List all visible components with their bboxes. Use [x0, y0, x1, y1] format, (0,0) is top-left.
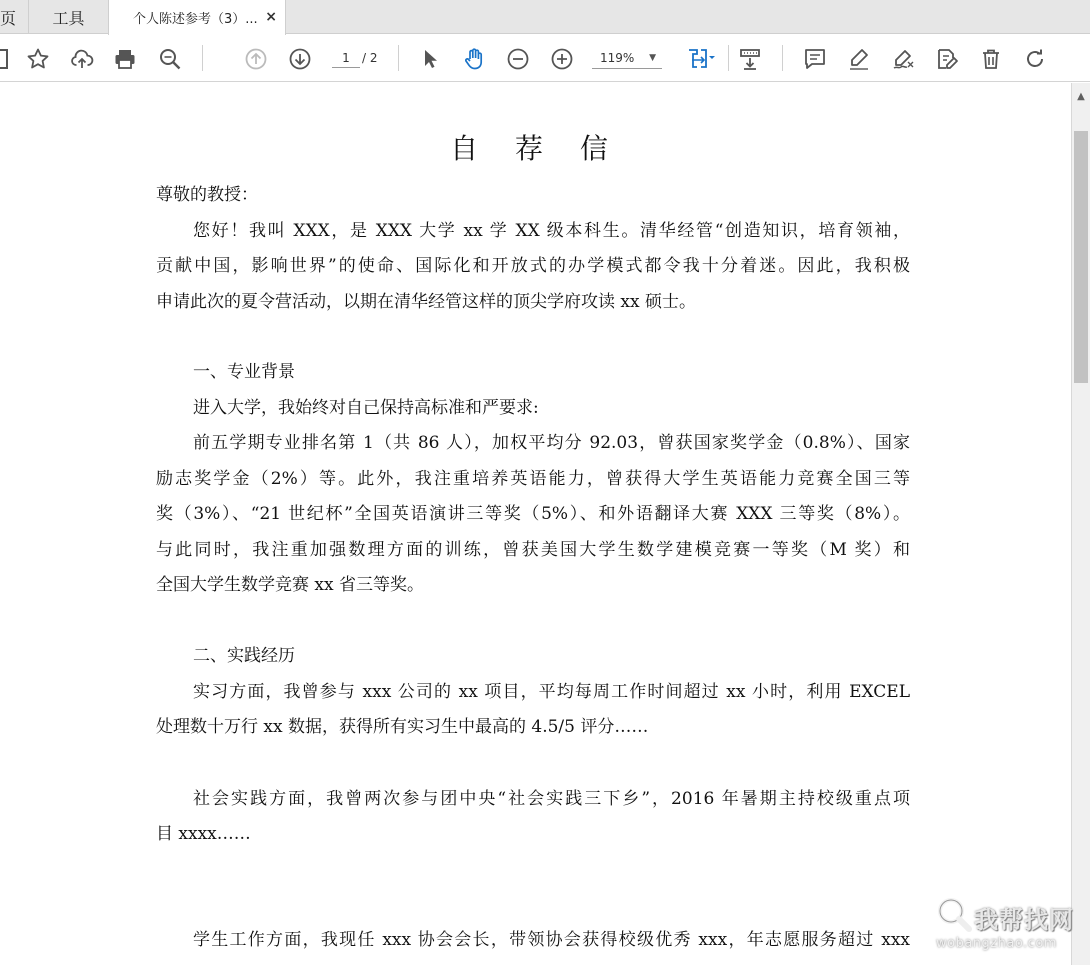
watermark [930, 888, 1090, 958]
toolbar-separator [202, 45, 203, 71]
hand-icon[interactable] [460, 45, 488, 73]
doc-line: 您好！我叫 XXX，是 XXX 大学 xx 学 XX 级本科生。清华经管“创造知识，培育领袖， [193, 221, 910, 241]
doc-line: 实习方面，我曾参与 xxx 公司的 xx 项目，平均每周工作时间超过 xx 小时，利用 EXCEL [193, 682, 910, 702]
select-cursor-icon[interactable] [416, 45, 444, 73]
page-total: / 2 [362, 51, 378, 65]
tab-document[interactable] [108, 0, 286, 35]
highlight-icon[interactable] [845, 45, 873, 73]
doc-section-heading: 二、实践经历 [193, 646, 295, 666]
doc-line: 全国大学生数学竞赛 xx 省三等奖。 [156, 575, 424, 595]
vertical-scrollbar[interactable] [1072, 83, 1090, 965]
toolbar-separator [728, 45, 729, 71]
magnifier-logo-icon [934, 894, 974, 934]
tab-tools-label: 工具 [52, 8, 85, 28]
delete-icon[interactable] [977, 45, 1005, 73]
doc-line: 社会实践方面，我曾两次参与团中央“社会实践三下乡”，2016 年暑期主持校级重点项 [193, 789, 910, 809]
comment-icon[interactable] [801, 45, 829, 73]
tab-bar [0, 0, 1090, 34]
keyboard-stamp-icon[interactable] [736, 45, 764, 73]
rotate-icon[interactable] [1021, 45, 1049, 73]
star-icon[interactable] [24, 45, 52, 73]
doc-line: 学生工作方面，我现任 xxx 协会会长，带领协会获得校级优秀 xxx，年志愿服务超过 xxx [193, 930, 910, 950]
doc-line: 前五学期专业排名第 1（共 86 人），加权平均分 92.03，曾获国家奖学金（0.8%）、国家 [193, 433, 910, 453]
doc-line-salutation: 尊敬的教授： [156, 185, 258, 205]
page-number-input[interactable]: 1 [332, 48, 360, 68]
doc-line: 与此同时，我注重加强数理方面的训练，曾获美国大学生数学建模竞赛一等奖（M 奖）和 [156, 540, 910, 560]
zoom-select[interactable] [592, 47, 662, 69]
doc-line: 贡献中国，影响世界”的使命、国际化和开放式的办学模式都令我十分着迷。因此，我积极 [156, 256, 910, 276]
watermark-url: wobangzhao.com [936, 936, 1057, 951]
sign-icon[interactable] [889, 45, 917, 73]
zoom-value: 119% [600, 51, 635, 65]
zoom-in-icon[interactable] [548, 45, 576, 73]
edit-icon[interactable] [933, 45, 961, 73]
doc-line: 目 xxxx…… [156, 824, 251, 844]
toolbar [0, 35, 1090, 82]
document-view[interactable] [0, 83, 1072, 965]
close-tab-icon[interactable]: × [265, 9, 277, 25]
scroll-thumb[interactable] [1074, 131, 1088, 383]
doc-section-heading: 一、专业背景 [193, 362, 295, 382]
watermark-brand: 我帮找网 [974, 906, 1074, 934]
fit-page-icon[interactable] [684, 45, 718, 73]
zoom-out-icon[interactable] [504, 45, 532, 73]
save-icon[interactable] [0, 45, 12, 73]
doc-line: 奖（3%）、“21 世纪杯”全国英语演讲三等奖（5%）、和外语翻译大赛 XXX 三等奖（8%）。 [156, 504, 910, 524]
doc-line: 申请此次的夏令营活动，以期在清华经管这样的顶尖学府攻读 xx 硕士。 [156, 292, 696, 312]
doc-line: 处理数十万行 xx 数据，获得所有实习生中最高的 4.5/5 评分…… [156, 717, 649, 737]
doc-line: 励志奖学金（2%）等。此外，我注重培养英语能力，曾获得大学生英语能力竞赛全国三等 [156, 469, 910, 489]
toolbar-separator [782, 45, 783, 71]
chevron-down-icon: ▼ [649, 53, 656, 63]
tab-home[interactable] [0, 0, 28, 34]
doc-line: 进入大学，我始终对自己保持高标准和严要求: [193, 398, 539, 418]
tab-tools[interactable] [28, 0, 108, 34]
page-up-icon[interactable] [242, 45, 270, 73]
toolbar-separator [398, 45, 399, 71]
cloud-upload-icon[interactable] [68, 45, 96, 73]
tab-home-label: 页 [0, 8, 17, 28]
search-icon[interactable] [156, 45, 184, 73]
print-icon[interactable] [111, 45, 139, 73]
tab-document-label: 个人陈述参考（3）... [133, 12, 258, 27]
page-down-icon[interactable] [286, 45, 314, 73]
scroll-up-icon[interactable]: ▲ [1077, 90, 1085, 102]
document-title: 自 荐 信 [450, 132, 622, 165]
